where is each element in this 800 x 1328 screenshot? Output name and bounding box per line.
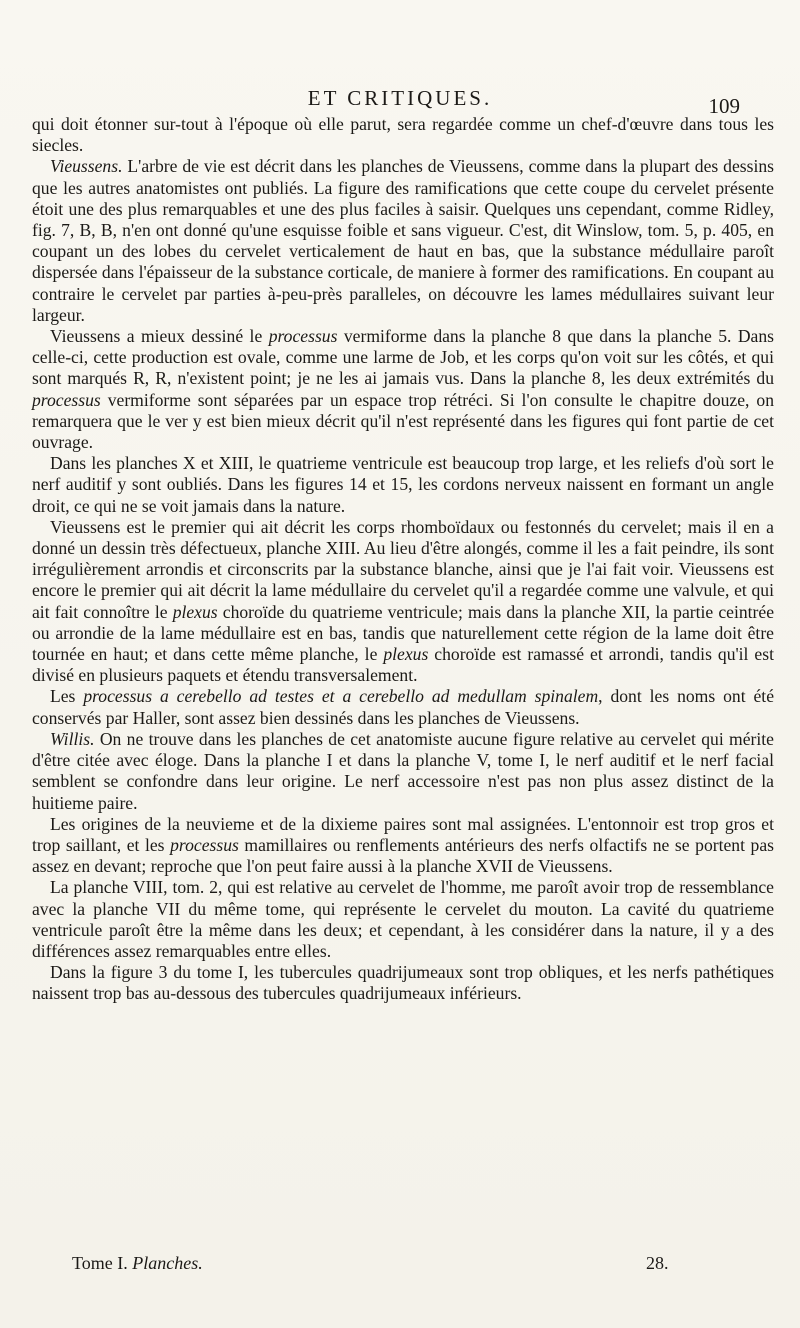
paragraph-planches-x-xiii: Dans les planches X et XIII, le quatrieme ventricule est beaucoup trop large, et les reliefs d'où sort le nerf auditif y sont oubliés. Dans les figures 14 et 15, les cordons nerveux naissent en formant un angle droit, ce qui ne se voit jamais dans la nature.: [32, 453, 774, 516]
paragraph-corps-rhomboidaux: Vieussens est le premier qui ait décrit les corps rhomboïdaux ou festonnés du cervelet; mais il en a donné un dessin très défectueux, planche XIII. Au lieu d'être alongés, comme il les a fait peindre, ils sont irrégulièrement arrondis et circonscrits par la substance blanche, ainsi que je l'ai fait voir. Vieussens est encore le premier qui ait décrit la lame médullaire du cervelet qu'il a regardée comme une valvule, et qui ait fait connoître le plexus choroïde du quatrieme ventricule; mais dans la planche XII, la partie ceintrée ou arrondie de la lame médullaire est en bas, tandis que naturellement cette région de la lame doit être tournée en haut; et dans cette même planche, le plexus choroïde est ramassé et arrondi, tandis qu'il est divisé en plusieurs paquets et étendu transversalement.: [32, 516, 774, 686]
paragraph-vieussens-vermiforme: Vieussens a mieux dessiné le processus vermiforme dans la planche 8 que dans la planche 5. Dans celle-ci, cette production est ovale, comme une larme de Job, et les corps qu'on voit sur les côtés, et qui sont marqués R, R, n'existent point; je ne les ai jamais vus. Dans la planche 8, les deux extrémités du processus vermiforme sont séparées par un espace trop rétréci. Si l'on consulte le chapitre douze, on remarquera que le ver y est bien mieux décrit qu'il n'est représenté dans les figures qui font partie de cet ouvrage.: [32, 326, 774, 453]
paragraph-planche-viii: La planche VIII, tom. 2, qui est relative au cervelet de l'homme, me paroît avoir trop de ressemblance avec la planche VII du même tome, qui représente le cervelet du mouton. La cavité du quatrieme ventricule paroît être la même dans les deux; et cependant, à les considérer dans la nature, il y a des différences assez remarquables entre elles.: [32, 877, 774, 961]
paragraph-origines: Les origines de la neuvieme et de la dixieme paires sont mal assignées. L'entonnoir est trop gros et trop saillant, et les processus mamillaires ou renflements antérieurs des nerfs olfactifs ne se portent pas assez en devant; reproche que l'on peut faire aussi à la planche XVII de Vieussens.: [32, 813, 775, 877]
paragraph-processus-cerebello: Les processus a cerebello ad testes et a cerebello ad medullam spinalem, dont les noms ont été conservés par Haller, sont assez bien dessinés dans les planches de Vieussens.: [32, 686, 774, 728]
paragraph-vieussens-arbre: Vieussens. L'arbre de vie est décrit dans les planches de Vieussens, comme dans la plupart des dessins que les autres anatomistes ont publiés. La figure des ramifications que cette coupe du cervelet présente étoit une des plus remarquables et une des plus faciles à saisir. Quelques uns cependant, comme Ridley, fig. 7, B, B, n'en ont donné qu'une esquisse foible et sans vigueur. C'est, dit Winslow, tom. 5, p. 405, en coupant un des lobes du cervelet verticalement de haut en bas, que la substance médullaire paroît dispersée dans l'épaisseur de la substance corticale, de maniere à former des ramifications. En coupant au contraire le cervelet par parties à-peu-près paralleles, on découvre les lames médullaires suivant leur largeur.: [32, 156, 774, 325]
page-number: 109: [708, 94, 740, 118]
paragraph-willis: Willis. On ne trouve dans les planches de cet anatomiste aucune figure relative au cervelet qui mérite d'être citée avec éloge. Dans la planche I et dans la planche V, tome I, le nerf auditif et le nerf facial semblent se confondre dans leur origine. Le nerf accessoire n'est pas non plus assez distinct de la huitieme paire.: [32, 728, 774, 813]
printer-signature: 28.: [646, 1253, 669, 1273]
paragraph-continuation: qui doit étonner sur-tout à l'époque où elle parut, sera regardée comme un chef-d'œuvre dans tous les siecles.: [32, 114, 774, 156]
body-text: [32, 114, 774, 1005]
running-title: ET CRITIQUES.: [307, 86, 493, 110]
footer-volume-label: Tome I. Planches.: [72, 1253, 203, 1273]
paragraph-figure-3: Dans la figure 3 du tome I, les tubercules quadrijumeaux sont trop obliques, et les nerfs pathétiques naissent trop bas au-dessous des tubercules quadrijumeaux inférieurs.: [32, 962, 774, 1004]
